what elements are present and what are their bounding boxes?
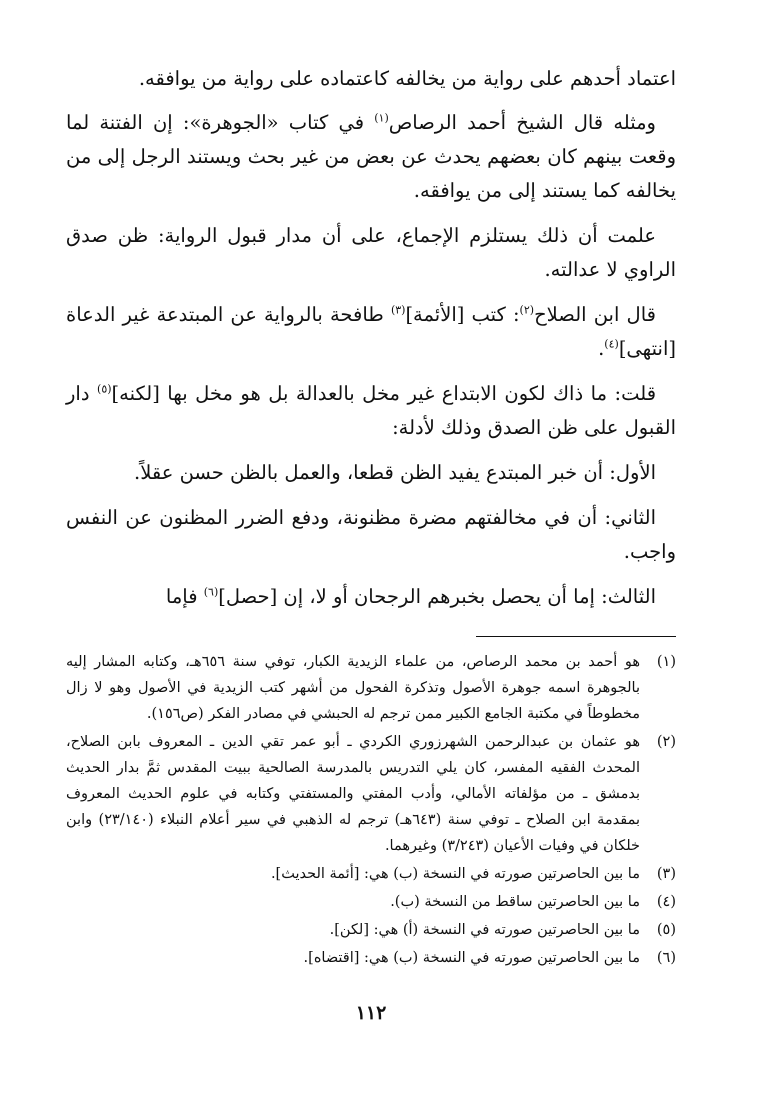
footnotes [66,649,676,971]
footnote-number: (٤) [656,894,676,910]
footnote-ref-4[interactable]: (٤) [604,337,619,351]
footnote-text: ما بين الحاصرتين صورته في النسخة (أ) هي: [لكن]. [329,922,640,938]
paragraph-7 [66,501,676,569]
paragraph-1 [66,62,676,96]
paragraph-8 [66,580,676,614]
paragraph-7-text: الثاني: أن في مخالفتهم مضرة مظنونة، ودفع الضرر المظنون عن النفس واجب. [66,506,676,563]
paragraph-1-text: اعتماد أحدهم على رواية من يخالفه كاعتماده على رواية من يوافقه. [138,67,676,90]
paragraph-5-text-a: قلت: ما ذاك لكون الابتداع غير مخل بالعدالة بل هو مخل بها [لكنه] [111,382,657,405]
footnote-number: (٦) [656,950,676,966]
paragraph-8-text-a: الثالث: إما أن يحصل بخبرهم الرجحان أو لا، إن [حصل] [218,585,656,608]
footnote-text: ما بين الحاصرتين ساقط من النسخة (ب). [390,894,640,910]
paragraph-4 [66,298,676,366]
paragraph-2-text-b: في كتاب «الجوهرة»: إن الفتنة لما وقعت بينهم كان بعضهم يحدث عن بعض من غير بحث ويستند الرجل إلى من يخالفه كما يستند إلى من يوافقه. [66,111,676,202]
footnote-number: (٣) [656,866,676,882]
footnote-text: ما بين الحاصرتين صورته في النسخة (ب) هي: [اقتضاه]. [303,950,640,966]
footnote-number: (٥) [656,922,676,938]
footnote-1 [66,649,676,727]
page-number: ١١٢ [355,1002,387,1024]
paragraph-8-text-b: فإما [165,585,204,608]
footnote-separator [476,636,676,637]
paragraph-4-text-b: : كتب [الأئمة] [405,303,520,326]
footnote-2 [66,729,676,859]
footnote-text: هو عثمان بن عبدالرحمن الشهرزوري الكردي ـ أبو عمر تقي الدين ـ المعروف بابن الصلاح، المحدث الفقيه المفسر، كان يلي التدريس بالمدرسة الصالحية ببيت المقدس ثمَّ بدار الحديث بدمشق ـ من مؤلفاته الأمالي، وأدب المفتي والمستفتي وكتابه في علوم الحديث المعروف بمقدمة ابن الصلاح ـ توفي سنة (٦٤٣هـ) ترجم له الذهبي في سير أعلام النبلاء (٢٣/١٤٠) وابن خلكان في وفيات الأعيان (٣/٢٤٣) وغيرهما. [66,734,640,854]
footnote-6 [66,945,676,971]
footnote-ref-6[interactable]: (٦) [203,585,219,599]
footnote-ref-2[interactable]: (٢) [519,303,535,317]
paragraph-3-text: علمت أن ذلك يستلزم الإجماع، على أن مدار قبول الرواية: ظن صدق الراوي لا عدالته. [66,224,676,281]
paragraph-4-text-d: . [598,337,605,360]
paragraph-2 [66,106,676,208]
footnote-5 [66,917,676,943]
footnote-4 [66,889,676,915]
paragraph-6 [66,456,676,490]
footnote-ref-3[interactable]: (٣) [390,303,406,317]
paragraph-3 [66,219,676,287]
footnote-number: (١) [656,654,676,670]
footnote-ref-1[interactable]: (١) [374,111,389,125]
footnote-number: (٢) [656,734,676,750]
paragraph-4-text-c: طافحة بالرواية عن المبتدعة غير الدعاة [انتهى] [66,303,676,360]
footnote-text: هو أحمد بن محمد الرصاص، من علماء الزيدية الكبار، توفي سنة ٦٥٦هـ، وكتابه المشار إليه بالجوهرة اسمه جوهرة الأصول وتذكرة الفحول من أشهر كتب الزيدية في الأصول وهو لا زال مخطوطاً في مكتبة الجامع الكبير ممن ترجم له الحبشي في مصادر الفكر (ص١٥٦). [66,654,640,722]
paragraph-4-text-a: قال ابن الصلاح [534,303,656,326]
footnote-3 [66,861,676,887]
paragraph-2-text-a: ومثله قال الشيخ أحمد الرصاص [388,111,656,134]
footnote-ref-5[interactable]: (٥) [97,382,112,396]
book-page [66,62,676,1062]
paragraph-6-text: الأول: أن خبر المبتدع يفيد الظن قطعا، والعمل بالظن حسن عقلاً. [134,461,656,484]
paragraph-5 [66,377,676,445]
footnote-text: ما بين الحاصرتين صورته في النسخة (ب) هي: [أئمة الحديث]. [270,866,640,882]
main-text [66,62,676,614]
paragraph-5-text-b: دار القبول على ظن الصدق وذلك لأدلة: [66,382,676,439]
